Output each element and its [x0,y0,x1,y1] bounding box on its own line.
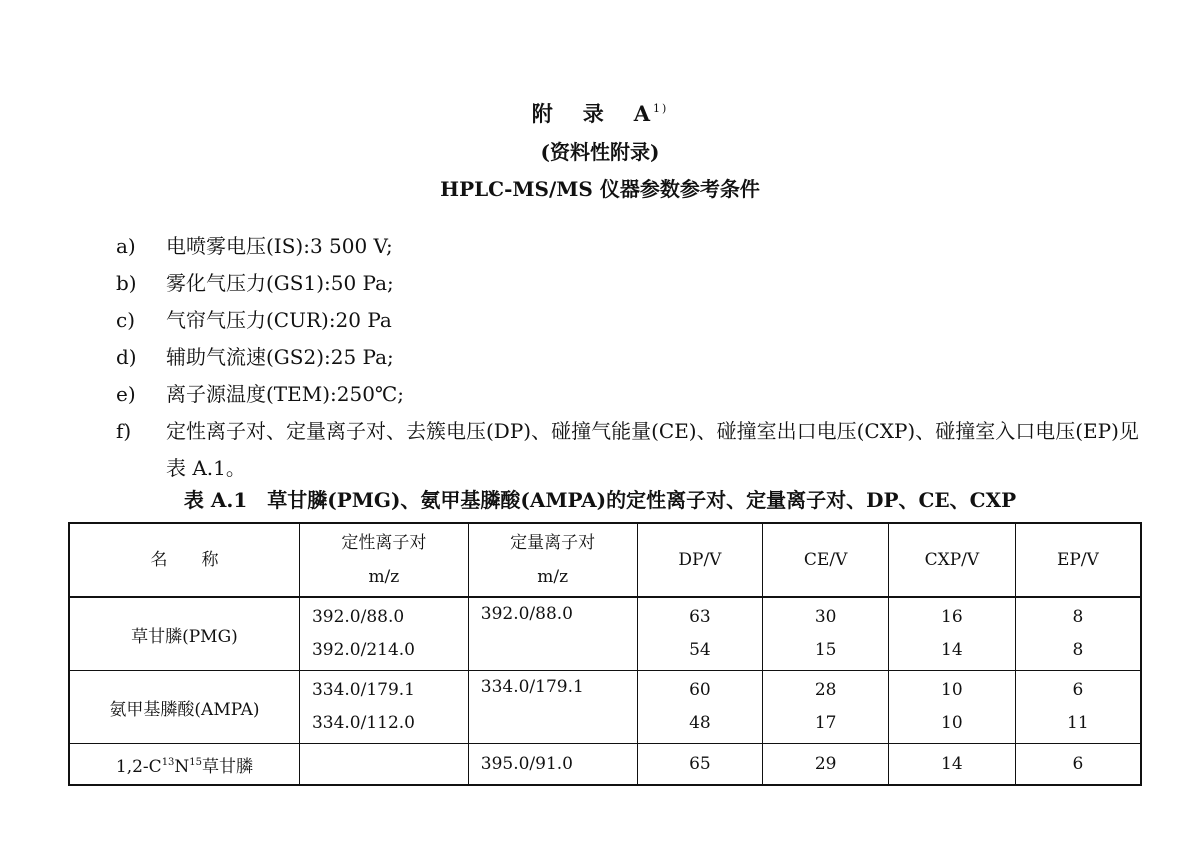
header-cxp: CXP/V [889,523,1016,597]
cell-value: 334.0/179.1 [480,677,584,697]
appendix-title-char-1: 附 [531,101,555,126]
cell-value: 14 [941,640,963,660]
cell-value: 10 [941,713,963,733]
cell-value: 63 [689,607,711,627]
header-quantitative-ion-pair [468,523,637,597]
cell-value: 392.0/88.0 [311,607,405,627]
footnote-mark: 1) [653,102,669,115]
cell-ce [763,671,889,744]
list-item [116,265,1156,302]
cell-cxp: 14 [889,744,1016,786]
cell-qualitative [299,597,468,671]
cell-value: 15 [814,640,837,660]
cell-value: 8 [1072,640,1084,660]
list-marker: c) [116,308,136,332]
cell-qualitative [299,744,468,786]
cell-quantitative [468,671,637,744]
list-item [116,339,1156,376]
list-item [116,413,1156,487]
cell-value: 334.0/179.1 [311,680,415,700]
cell-ce [763,597,889,671]
isotope-superscript: 13 [161,756,175,768]
cell-value: 30 [814,607,837,627]
name-suffix: 草甘膦 [202,756,254,777]
list-text: 气帘气压力(CUR):20 Pa [166,308,392,332]
appendix-title-char-2: 录 [582,101,606,126]
table-caption: 表 A.1 草甘膦(PMG)、氨甲基膦酸(AMPA)的定性离子对、定量离子对、DP、CE、CXP [183,488,1017,512]
cell-name: 氨甲基膦酸(AMPA) [69,671,299,744]
cell-name [69,744,299,786]
cell-value: 28 [814,680,837,700]
cell-value: 392.0/88.0 [480,604,573,624]
cell-quantitative [468,597,637,671]
cell-value: 392.0/214.0 [311,640,415,660]
list-text: 辅助气流速(GS2):25 Pa; [166,345,394,369]
appendix-heading: HPLC-MS/MS 仪器参数参考条件 [440,177,760,201]
cell-cxp [889,671,1016,744]
isotope-superscript: 15 [189,756,203,768]
appendix-subtitle: (资料性附录) [540,140,660,164]
list-item [116,228,1156,265]
list-marker: b) [116,271,137,295]
header-dp: DP/V [637,523,763,597]
cell-qualitative [299,671,468,744]
table-row [69,744,1141,786]
header-ce: CE/V [763,523,889,597]
cell-value: 6 [1072,680,1084,700]
cell-value: 54 [689,640,711,660]
header-ep: EP/V [1015,523,1141,597]
cell-value: 17 [814,713,837,733]
list-marker: f) [116,419,132,443]
parameter-table [68,522,1142,786]
cell-cxp [889,597,1016,671]
cell-value: 11 [1067,713,1089,733]
cell-name: 草甘膦(PMG) [69,597,299,671]
list-marker: d) [116,345,137,369]
table-header-row [69,523,1141,597]
header-qualitative-ion-pair [299,523,468,597]
cell-value: 60 [689,680,711,700]
cell-value: 48 [689,713,711,733]
cell-value: 8 [1072,607,1084,627]
cell-value: 10 [941,680,963,700]
list-item [116,302,1156,339]
list-marker: a) [116,234,136,258]
cell-ep: 6 [1015,744,1141,786]
appendix-title [0,98,1200,128]
header-quant-label: 定量离子对 [510,533,596,553]
cell-quantitative: 395.0/91.0 [468,744,637,786]
cell-value: 334.0/112.0 [311,713,415,733]
header-qual-unit: m/z [368,567,400,587]
list-text: 离子源温度(TEM):250℃; [166,382,405,406]
header-qual-label: 定性离子对 [341,533,427,553]
list-marker: e) [116,382,136,406]
name-prefix: 1,2-C [115,756,162,777]
header-name: 名 称 [69,523,299,597]
list-text: 定性离子对、定量离子对、去簇电压(DP)、碰撞气能量(CE)、碰撞室出口电压(CXP)、碰撞室入口电压(EP)见表 A.1。 [166,419,1139,480]
cell-dp [637,597,763,671]
parameter-list [116,228,1156,487]
cell-value: 16 [941,607,963,627]
cell-dp: 65 [637,744,763,786]
list-text: 电喷雾电压(IS):3 500 V; [166,234,393,258]
appendix-title-letter: A [633,101,652,126]
header-quant-unit: m/z [537,567,569,587]
name-mid: N [174,756,190,777]
list-item [116,376,1156,413]
cell-ce: 29 [763,744,889,786]
table-row [69,671,1141,744]
list-text: 雾化气压力(GS1):50 Pa; [166,271,394,295]
cell-dp [637,671,763,744]
cell-ep [1015,597,1141,671]
table-row [69,597,1141,671]
cell-ep [1015,671,1141,744]
